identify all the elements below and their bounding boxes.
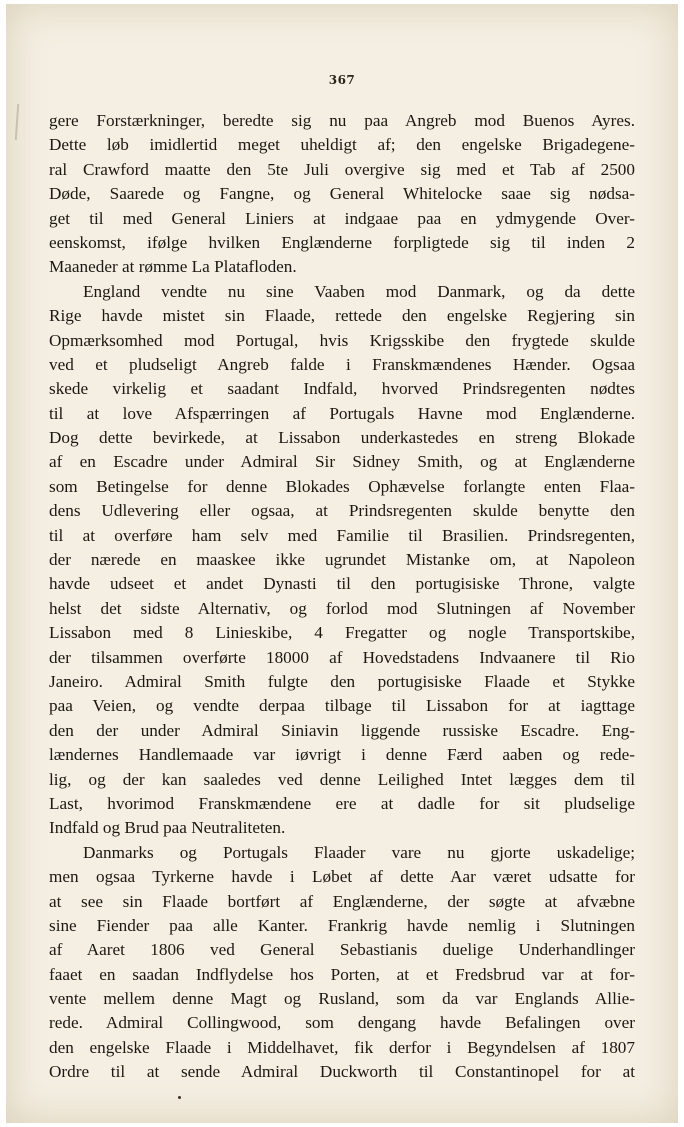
text-line: gere Forstærkninger, beredte sig nu paa Angreb mod Buenos Ayres. [49, 111, 635, 130]
ink-speck [178, 1096, 181, 1099]
text-line: der nærede en maaskee ikke ugrundet Mistanke om, at Napoleon [49, 550, 635, 570]
text-line: den der under Admiral Siniavin liggende russiske Escadre. Eng- [49, 720, 635, 740]
text-line: Danmarks og Portugals Flaader vare nu gjorte uskadelige; [83, 842, 635, 862]
page-number: 367 [328, 73, 356, 87]
text-line: lændernes Handlemaade var iøvrigt i denne Færd aaben og rede- [49, 745, 635, 765]
text-line: Indfald og Brud paa Neutraliteten. [49, 818, 286, 838]
paragraph-3 [49, 841, 635, 1085]
text-line: skede virkelig et saadant Indfald, hvorved Prindsregenten nødtes [49, 379, 635, 399]
text-line: der tilsammen overførte 18000 af Hovedstadens Indvaanere til Rio [49, 647, 635, 667]
text-line: men ogsaa Tyrkerne havde i Løbet af dette Aar været udsatte for [49, 867, 635, 887]
text-line: ral Crawford maatte den 5te Juli overgive sig med et Tab af 2500 [49, 159, 635, 179]
text-line: eenskomst, ifølge hvilken Englænderne forpligtede sig til inden 2 [49, 232, 635, 252]
text-line: rede. Admiral Collingwood, som dengang havde Befalingen over [49, 1013, 635, 1033]
text-line: helst det sidste Alternativ, og forlod mod Slutningen af November [49, 598, 635, 618]
text-line: Janeiro. Admiral Smith fulgte den portugisiske Flaade et Stykke [49, 671, 635, 691]
text-line: til at love Afspærringen af Portugals Havne mod Englænderne. [49, 403, 635, 423]
text-line: Ordre til at sende Admiral Duckworth til Constantinopel for at [49, 1062, 635, 1082]
text-line: England vendte nu sine Vaaben mod Danmark, og da dette [83, 281, 635, 301]
text-line: af en Escadre under Admiral Sir Sidney Smith, og at Englænderne [49, 452, 635, 472]
text-line: havde udseet et andet Dynasti til den portugisiske Throne, valgte [49, 574, 635, 594]
text-line: at see sin Flaade bortført af Englænderne, der søgte at afvæbne [49, 891, 635, 911]
paragraph-1 [49, 109, 635, 280]
text-line: Dette løb imidlertid meget uheldigt af; den engelske Brigadegene- [49, 135, 635, 155]
text-line: dens Udlevering eller ogsaa, at Prindsregenten skulde benytte den [49, 501, 635, 521]
text-line: Maaneder at rømme La Platafloden. [49, 257, 297, 277]
text-line: Rige havde mistet sin Flaade, rettede den engelske Regjering sin [49, 306, 635, 326]
text-line: paa Veien, og vendte derpaa tilbage til Lissabon for at iagttage [49, 696, 635, 716]
page-edge-mark [15, 104, 20, 140]
body-text [49, 109, 635, 1085]
text-line: get til med General Liniers at indgaae paa en ydmygende Over- [49, 208, 635, 228]
text-line: den engelske Flaade i Middelhavet, fik derfor i Begyndelsen af 1807 [49, 1037, 635, 1057]
text-line: Lissabon med 8 Linieskibe, 4 Fregatter og nogle Transportskibe, [49, 623, 635, 643]
text-line: Last, hvorimod Franskmændene ere at dadle for sit pludselige [49, 793, 635, 813]
text-line: sine Fiender paa alle Kanter. Frankrig havde nemlig i Slutningen [49, 915, 635, 935]
text-line: faaet en saadan Indflydelse hos Porten, at et Fredsbrud var at for- [49, 964, 635, 984]
text-line: Døde, Saarede og Fangne, og General Whitelocke saae sig nødsa- [49, 184, 635, 204]
text-line: Dog dette bevirkede, at Lissabon underkastedes en streng Blokade [49, 428, 635, 448]
text-line: lig, og der kan saaledes ved denne Leilighed Intet lægges dem til [49, 769, 635, 789]
paragraph-2 [49, 280, 635, 841]
text-line: vente mellem denne Magt og Rusland, som da var Englands Allie- [49, 989, 635, 1009]
text-line: Opmærksomhed mod Portugal, hvis Krigsskibe den frygtede skulde [49, 330, 635, 350]
text-line: som Betingelse for denne Blokades Ophævelse forlangte enten Flaa- [49, 476, 635, 496]
text-line: ved et pludseligt Angreb falde i Franskmændenes Hænder. Ogsaa [49, 354, 635, 374]
text-line: af Aaret 1806 ved General Sebastianis duelige Underhandlinger [49, 940, 635, 960]
text-line: til at overføre ham selv med Familie til Brasilien. Prindsregenten, [49, 525, 635, 545]
